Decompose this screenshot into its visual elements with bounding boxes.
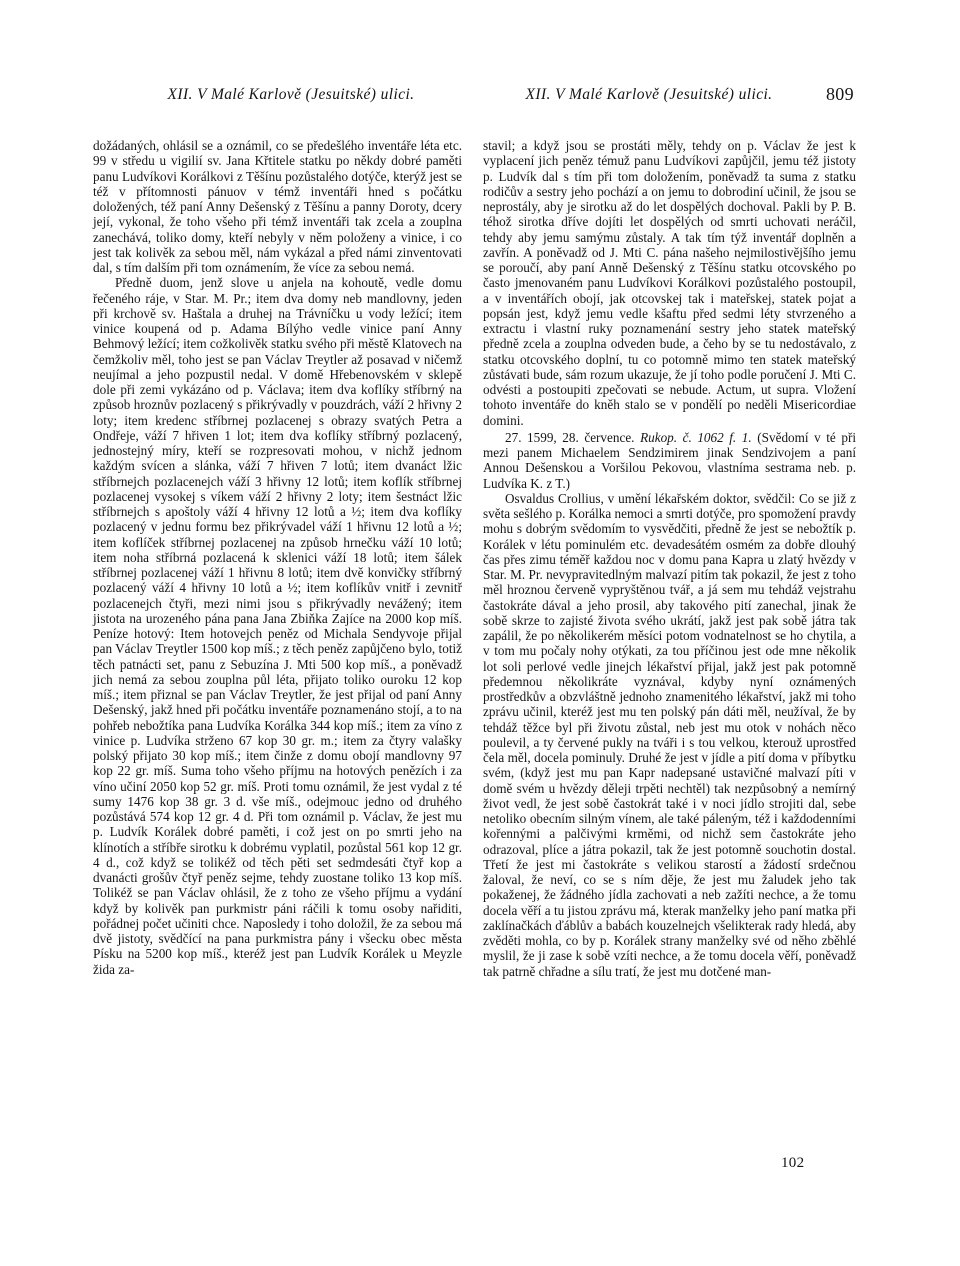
running-header-left: XII. V Malé Karlově (Jesuitské) ulici. [167,86,415,103]
paragraph: stavil; a když jsou se prostáti měly, tehdy on p. Václav že jest k vyplacení jich peněz témuž panu Ludvíkovi zapůjčil, jemu též jistoty p. Ludvík dal s tím při tom doložením, poněvadž ta suma z statku rodičův a sestry jeho pochází a on jemu to dobrodiní učinil, že jsou se neprostály, aby je sirotku až do let dospělých dochoval. Pakli by P. B. téhož sirotka dříve dojíti let dospělých od smrti uchovati neráčil, tehdy aby jemu samýmu zůstaly. A tak tím týž inventář doplněn a zavřín. A poněvadž od J. Mti C. pána našeho nejmilostivějšího jemu se poroučí, aby paní Anně Dešenský z Těšínu statku otcovského po často jmenovaném panu Ludvíkovi Korálkovi pozůstalého postoupil, a v inventářích obojí, jak otcovskej tak i mateřskej, statek pojat a popsán jest, když jemu vedle kšaftu před sedmi léty stvrzeného a extractu i vlastní ruky poznamenání sestry jeho statek mateřský předně zcela a zouplna odveden bude, a čeho by se tu nedostávalo, z statku otcovského doplní, tu co potomně mimo ten statek mateřský zůstávati bude, sám rozum ukazuje, že jí toho podle poručení J. Mti C. odvésti a postoupiti zpečovati se nebude. Actum, ut supra. Vložení tohoto inventáře do kněh stalo se v pondělí po neděli Misericordiae domini. [483,138,856,428]
running-header-right: XII. V Malé Karlově (Jesuitské) ulici. [525,86,773,103]
manuscript-reference: Rukop. č. 1062 f. 1. [640,429,752,445]
paragraph: dožádaných, ohlásil se a oznámil, co se předešlého inventáře léta etc. 99 v středu u vigilií sv. Jana Křtitele statku po někdy dobré paměti panu Ludvíkovi Korálkovi z Těšínu pozůstalého dotýče, kterýž jest se též v přítomnosti pánuov v témž inventáři hned s počátku doložených, též paní Anny Dešenský z Těšínu a panny Doroty, dcery její, vykonal, že toho všeho při témž inventáři tak zcela a zouplna zanechává, toliko domy, kteří nebyly v něm položeny a vinice, i co jest tak kolivěk za sebou měl, nám vykázal a před námi zinventovati dal, s tím dalším při tom oznámením, že více za sebou nemá. [93,138,462,275]
entry-heading [483,430,856,491]
entry-summary: (Svědomí v té při mezi panem Michaelem Sendzimirem jinak Sendzivojem a paní Annou Dešenskou a Voršilou Pekovou, vlastníma sestrama neb. p. Ludvíka K. z T.) [483,429,857,491]
page-number: 809 [826,84,854,104]
paragraph: Předně duom, jenž slove u anjela na kohoutě, vedle domu řečeného ráje, v Star. M. Pr.; item dva domy neb mandlovny, jeden při krchově sv. Haštala a druhej na Trávníčku u vody ležící; item vinice koupená od p. Adama Bílýho vedle vinice paní Anny Behmový ležící; item cožkolivěk statku svého při městě Klatovech na čemžkoliv měl, toho jest se pan Václav Treytler až posavad v ničemž neujímal a jeho pozpustil nedal. V domě Hřebenovském v sklepě dole při zemi vykázáno od p. Václava; item dva koflíky stříbrný na způsob hroznův pozlacený s přikrývadly v pouzdrách, váží 2 hřivny 2 loty; item kredenc stříbrnej pozlacenej s obrazy svatých Petra a Ondřeje, váží 7 hřiven 1 lot; item dva koflíky stříbrný pozlacený, jednostejný míry, kteří se rozpresovati mohou, v nichž jednom každým svícen a slánka, váží 7 hřiven 7 lotů; item dvanáct lžic stříbrnejch pozlacenejch váží 3 hřivny 12 lotů; item koflík stříbrnej pozlacenej vysokej s víkem váží 2 hřivny 2 loty; item šestnáct lžic stříbrnejch s apoštoly váží 4 hřivny 12 lotů a ½; item dva koflíky pozlacený v jednu formu bez přikrývadel váží 1 hřivnu 12 lotů a ½; item koflíček stříbrnej pozlacenej na způsob hrnečku váží 10 lotů; item noha stříbrná pozlacená k sklenici váží 18 lotů; item šálek stříbrnej pozlacenej váží 1 hřivnu 8 lotů; item dvě konvičky stříbrný pozlacený váží 4 hřivny 10 lotů a ½; item koflíkův vnitř i zevnitř pozlacenejch čtyři, mezi nimi jsou s přikrývadly nevážený; item jistota na urozeného pána pana Jana Zbiňka Zajíce na 2000 kop míš. Peníze hotový: Item hotovejch peněz od Michala Sendyvoje přijal pan Václav Treytler 1500 kop míš.; z těch peněz zapůjčeno bylo, totiž těch patnácti set, panu z Sebuzína J. Mti 500 kop míš., a poněvadž jich nemá za sebou zouplna půl léta, přijato toliko ouroku 12 kop míš.; item přiznal se pan Václav Treytler, že jest přijal od paní Anny Dešenský, jakž hned při počátku inventáře poznamenáno stojí, a to na pohřeb nebožtíka pana Ludvíka Korálka 344 kop míš.; item za víno z vinice p. Ludvíka strženo 67 kop 30 gr. m.; item za čtyry valašky polský přijato 30 kop míš.; item činže z domu obojí mandlovny 97 kop 22 gr. míš. Suma toho všeho příjmu na hotových penězích i za víno učiní 2050 kop 52 gr. míš. Proti tomu oznámil, že jest vydal z té sumy 1476 kop 38 gr. 3 d. vše míš., odejmouc jedno od druhého pozůstává 574 kop 12 gr. 4 d. Při tom oznámil p. Václav, že jest mu p. Ludvík Korálek dobré paměti, i což jest on po smrti jeho na klínotích a stříbře sirotku k dobrému vyplatil, pozůstal 561 kop 12 gr. 4 d., což když se tolikéž od těch pěti set sedmdesáti čtyř kop a dvanácti grošův čtyř peněz sejme, tehdy zuostane toliko 13 kop míš. Tolikéž se pan Václav ohlásil, že z toho ze všeho příjmu a vydání když by kolivěk pan purkmistr páni ráčili k tomu osoby nařiditi, pořádnej počet učiniti chce. Naposledy i toho doložil, že za sebou má dvě jistoty, svědčící na pana purkmistra pány i všecku obec města Písku na 5200 kop míš., kteréž jest pan Ludvík Korálek u Meyzle žida za- [93,275,462,977]
signature-mark: 102 [781,1155,805,1171]
entry-number: 27. 1599, 28. července. [505,429,635,445]
left-column [93,138,462,977]
right-column [483,138,856,979]
paragraph: Osvaldus Crollius, v umění lékařském doktor, svědčil: Co se již z světa sešlého p. Korálka nemoci a smrti dotýče, pro spomožení pravdy mohu s dobrým svědomím to vysvědčiti, předně že jest se nebožtík p. Korálek v létu pominulém etc. devadesátém osmém za dobře dlouhý čas přes zimu téměř každou noc v domu pana Kapra u zlatý hvězdy v Star. M. Pr. nevypravitedlným malvazí pitím tak pokazil, že jest z toho měl hroznou červeně vypryštěnou tvář, a já sem mu tehdáž vejstrahu častokráte dával a jeho prosil, aby takového pití zanechal, jinak že sobě skrze to zajisté života svého ukrátí, jakž jest pak sobě játra tak zapálil, že po několikerém měsíci potom vodnatelnost se ho chytila, a v tom mu počaly nohy otýkati, za tou příčinou jest ode mne několik lot soli perlové vedle jinejch lékařství přijal, jakž jest pak potomně předemnou několikráte vyznával, kdyby nyní oznámených prostředkův a obzvláštně jednoho znamenitého lékařství, jakž mi toho zprávu učinil, kteréž jest mu ten polský pán dáti měl, neužíval, že by tehdáž těžce byl při životu zůstal, neb jest mu otok v nohách něco poulevil, a ty červené pukly na tváři i s tou velkou, kterouž uprostřed čela měl, docela pominuly. Druhé že jest v jídle a pití doma v příbytku svém, (když jest mu pan Kapr nadepsané ustavičné malvazí píti v domě svém u hvězdy děleji trpěti nechtěl) tak nezpůsobný a nemírný život vedl, že jest sobě častokrát také i v noci jídlo strojiti dal, sebe netoliko obecním silným vínem, ale také páleným, též i každodenními kořennými a palčivými krměmi, od nichž sem častokráte jeho odrazoval, plíce a játra pokazil, tak že jest potomně souchotin dostal. Třetí že jest mi častokráte s velikou starostí a žádostí srdečnou žaloval, že neví, co se s ním děje, že jest mu žaludek jeho tak pokaženej, že žádného jídla zachovati a neb zažíti nechce, a že tomu docela věří a tu jistou zprávu má, kterak manželky jeho paní matka při zaklínačkách ďáblův a babách kouzelnejch všelikterak rady hledá, aby zvěděti mohla, co by p. Korálek strany manželky své od něho zběhlé myslil, že ji zase k sobě vzíti nechce, a že tomu docela věří, poněvadž tak patrně chřadne a sílu tratí, že jest mu dotčené man- [483,490,856,979]
